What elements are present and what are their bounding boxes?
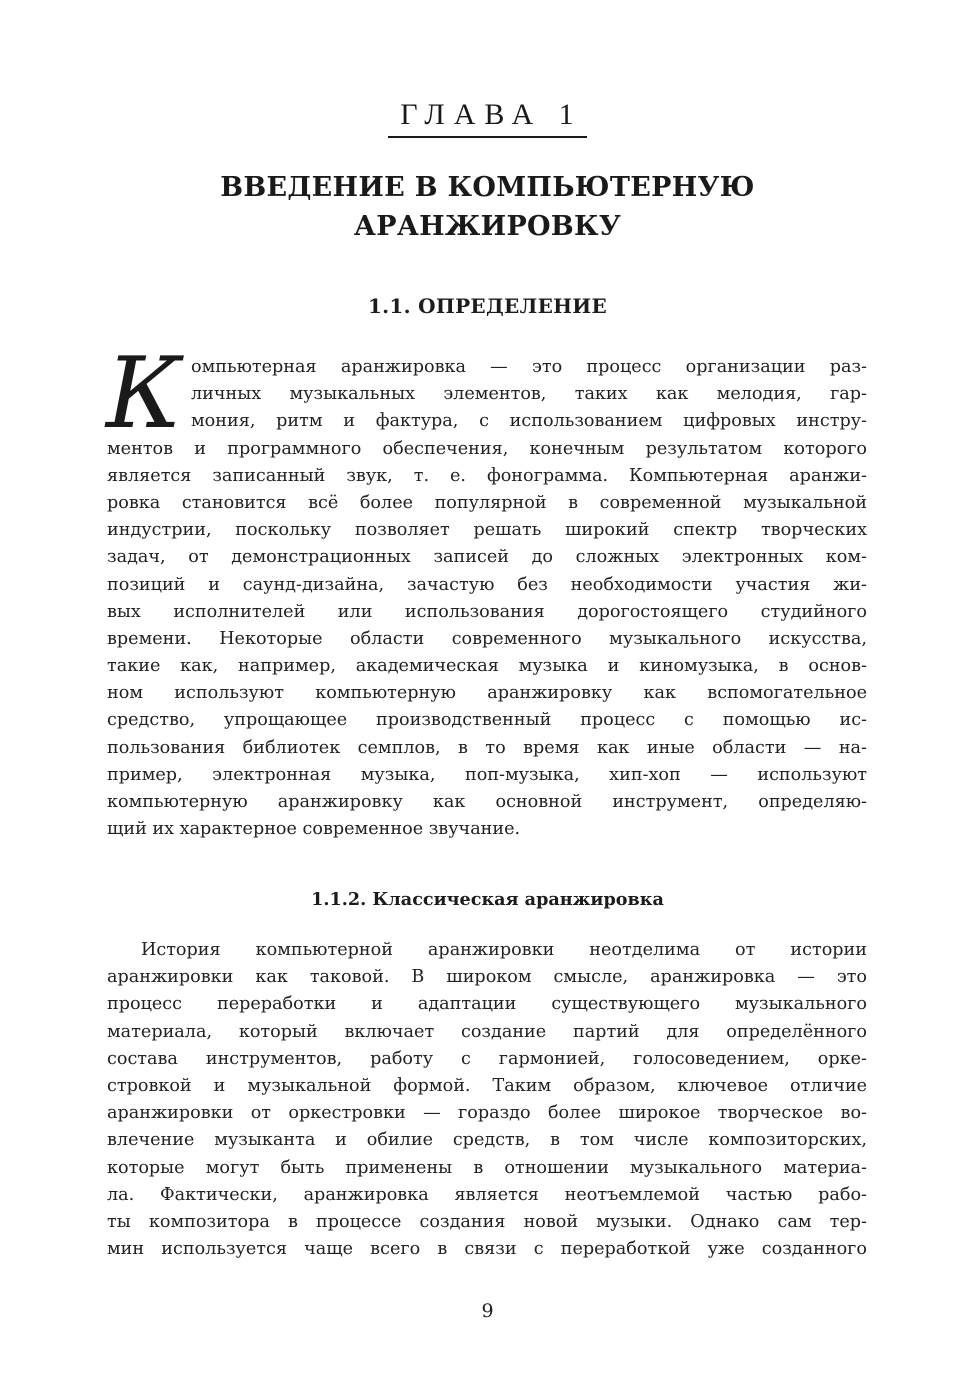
section-paragraph <box>107 354 867 843</box>
text-line: мония, ритм и фактура, с использованием цифровых инстру- <box>191 411 867 432</box>
text-line: процесс переработки и адаптации существующего музыкального <box>107 994 867 1015</box>
text-line: личных музыкальных элементов, таких как мелодия, гар- <box>191 384 867 405</box>
text-line: пример, электронная музыка, поп-музыка, хип-хоп — используют <box>107 764 867 785</box>
text-line: ровка становится всё более популярной в современной музыкальной <box>107 492 867 513</box>
chapter-title <box>0 168 975 246</box>
text-line: стровкой и музыкальной формой. Таким образом, ключевое отличие <box>107 1075 867 1096</box>
subsection-title: 1.1.2. Классическая аранжировка <box>311 889 664 910</box>
chapter-title-line: АРАНЖИРОВКУ <box>353 211 622 242</box>
text-line: задач, от демонстрационных записей до сложных электронных ком- <box>107 547 867 568</box>
text-line: индустрии, поскольку позволяет решать широкий спектр творческих <box>107 520 867 541</box>
text-line: вых исполнителей или использования дорогостоящего студийного <box>107 601 867 622</box>
text-line: является записанный звук, т. е. фонограмма. Компьютерная аранжи- <box>107 465 867 486</box>
text-line: такие как, например, академическая музыка и киномузыка, в основ- <box>107 656 867 677</box>
text-line: История компьютерной аранжировки неотделима от истории <box>141 940 867 960</box>
page-number: 9 <box>481 1300 494 1322</box>
text-line: аранжировки как таковой. В широком смысле, аранжировка — это <box>107 967 867 988</box>
text-line: щий их характерное современное звучание. <box>107 819 521 840</box>
drop-cap: К <box>106 337 182 451</box>
text-line: которые могут быть применены в отношении музыкального материа- <box>107 1157 867 1178</box>
text-line: времени. Некоторые области современного музыкального искусства, <box>107 628 867 649</box>
text-line: мин используется чаще всего в связи с переработкой уже созданного <box>107 1239 867 1260</box>
chapter-label <box>0 98 975 138</box>
text-line: материала, который включает создание партий для определённого <box>107 1021 867 1042</box>
text-line: позиций и саунд-дизайна, зачастую без необходимости участия жи- <box>107 574 867 595</box>
text-line: влечение музыканта и обилие средств, в том числе композиторских, <box>107 1130 867 1151</box>
text-line: ментов и программного обеспечения, конечным результатом которого <box>107 438 867 459</box>
text-line: компьютерную аранжировку как основной инструмент, определяю- <box>107 792 867 812</box>
text-line: аранжировки от оркестровки — гораздо более широкое творческое во- <box>107 1103 867 1124</box>
section-title: 1.1. ОПРЕДЕЛЕНИЕ <box>367 294 608 318</box>
text-line: пользования библиотек семплов, в то время как иные области — на- <box>107 737 867 758</box>
text-line: омпьютерная аранжировка — это процесс организации раз- <box>191 357 867 377</box>
text-line: ла. Фактически, аранжировка является неотъемлемой частью рабо- <box>107 1184 867 1205</box>
text-line: ном используют компьютерную аранжировку как вспомогательное <box>107 683 867 704</box>
chapter-label-text: ГЛАВА 1 <box>388 98 586 138</box>
chapter-title-line: ВВЕДЕНИЕ В КОМПЬЮТЕРНУЮ <box>220 172 755 203</box>
text-line: ты композитора в процессе создания новой музыки. Однако сам тер- <box>107 1211 867 1232</box>
subsection-paragraph <box>107 937 867 1263</box>
text-line: средство, упрощающее производственный процесс с помощью ис- <box>107 710 867 731</box>
text-line: состава инструментов, работу с гармонией, голосоведением, орке- <box>107 1048 867 1069</box>
